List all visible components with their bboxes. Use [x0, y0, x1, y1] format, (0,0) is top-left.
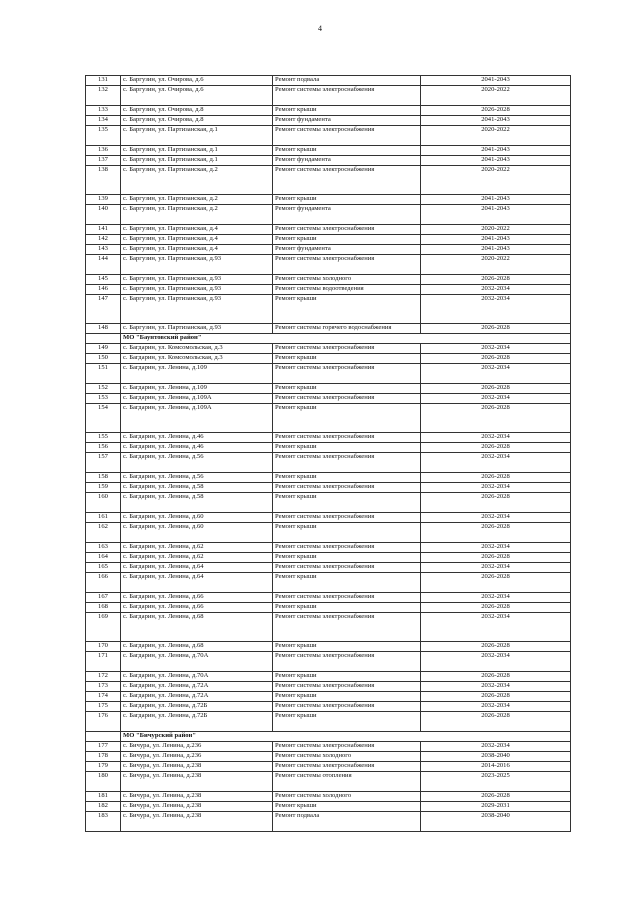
- row-number-cell: 153: [86, 394, 121, 404]
- section-spacer-cell: [86, 732, 121, 742]
- row-number-cell: 138: [86, 166, 121, 195]
- work-type-cell: Ремонт системы электроснабжения: [273, 543, 421, 553]
- address-cell: с. Багдарин, ул. Ленина, д.109: [121, 384, 273, 394]
- row-number-cell: 155: [86, 433, 121, 443]
- row-number-cell: 157: [86, 453, 121, 473]
- address-cell: с. Багдарин, ул. Ленина, д.64: [121, 573, 273, 593]
- address-cell: с. Багдарин, ул. Ленина, д.72Б: [121, 712, 273, 732]
- work-type-cell: Ремонт системы электроснабжения: [273, 563, 421, 573]
- row-number-cell: 172: [86, 672, 121, 682]
- address-cell: с. Багдарин, ул. Ленина, д.46: [121, 443, 273, 453]
- work-type-cell: Ремонт крыши: [273, 384, 421, 394]
- term-cell: 2026-2028: [421, 712, 571, 732]
- term-cell: 2032-2034: [421, 394, 571, 404]
- address-cell: с. Багдарин, ул. Ленина, д.72Б: [121, 702, 273, 712]
- address-cell: с. Баргузин, ул. Партизанская, д.93: [121, 285, 273, 295]
- term-cell: 2026-2028: [421, 523, 571, 543]
- table-row: [86, 404, 571, 433]
- term-cell: 2020-2022: [421, 126, 571, 146]
- row-number-cell: 137: [86, 156, 121, 166]
- address-cell: с. Багдарин, ул. Ленина, д.109А: [121, 404, 273, 433]
- table-row: [86, 205, 571, 225]
- work-type-cell: Ремонт крыши: [273, 146, 421, 156]
- term-cell: 2026-2028: [421, 553, 571, 563]
- work-type-cell: Ремонт крыши: [273, 106, 421, 116]
- address-cell: с. Бичура, ул. Ленина, д.238: [121, 772, 273, 792]
- address-cell: с. Багдарин, ул. Ленина, д.62: [121, 543, 273, 553]
- address-cell: с. Багдарин, ул. Ленина, д.109: [121, 364, 273, 384]
- address-cell: с. Багдарин, ул. Ленина, д.68: [121, 642, 273, 652]
- row-number-cell: 151: [86, 364, 121, 384]
- work-type-cell: Ремонт системы электроснабжения: [273, 762, 421, 772]
- row-number-cell: 166: [86, 573, 121, 593]
- address-cell: с. Баргузин, ул. Партизанская, д.93: [121, 255, 273, 275]
- work-type-cell: Ремонт крыши: [273, 802, 421, 812]
- address-cell: с. Багдарин, ул. Комсомольская, д.3: [121, 344, 273, 354]
- address-cell: с. Багдарин, ул. Ленина, д.66: [121, 603, 273, 613]
- row-number-cell: 168: [86, 603, 121, 613]
- row-number-cell: 176: [86, 712, 121, 732]
- row-number-cell: 149: [86, 344, 121, 354]
- table-row: [86, 86, 571, 106]
- work-type-cell: Ремонт системы холодного: [273, 275, 421, 285]
- work-type-cell: Ремонт крыши: [273, 523, 421, 543]
- row-number-cell: 132: [86, 86, 121, 106]
- work-type-cell: Ремонт крыши: [273, 354, 421, 364]
- work-type-cell: Ремонт крыши: [273, 692, 421, 702]
- table-row: [86, 433, 571, 443]
- address-cell: с. Багдарин, ул. Ленина, д.56: [121, 453, 273, 473]
- term-cell: 2032-2034: [421, 433, 571, 443]
- address-cell: с. Багдарин, ул. Ленина, д.56: [121, 473, 273, 483]
- address-cell: с. Бичура, ул. Ленина, д.236: [121, 752, 273, 762]
- work-type-cell: Ремонт системы электроснабжения: [273, 126, 421, 146]
- table-row: [86, 772, 571, 792]
- work-type-cell: Ремонт крыши: [273, 235, 421, 245]
- address-cell: с. Баргузин, ул. Партизанская, д.1: [121, 146, 273, 156]
- term-cell: 2032-2034: [421, 652, 571, 672]
- address-cell: с. Баргузин, ул. Партизанская, д.1: [121, 156, 273, 166]
- table-row: [86, 712, 571, 732]
- term-cell: 2026-2028: [421, 354, 571, 364]
- address-cell: с. Баргузин, ул. Партизанская, д.93: [121, 324, 273, 334]
- table-row: [86, 672, 571, 682]
- table-row: [86, 593, 571, 603]
- table-row: [86, 275, 571, 285]
- table-row: [86, 762, 571, 772]
- address-cell: с. Багдарин, ул. Ленина, д.70А: [121, 652, 273, 672]
- row-number-cell: 140: [86, 205, 121, 225]
- term-cell: 2032-2034: [421, 453, 571, 473]
- table-row: [86, 225, 571, 235]
- work-type-cell: Ремонт крыши: [273, 573, 421, 593]
- work-type-cell: Ремонт системы электроснабжения: [273, 86, 421, 106]
- table-row: [86, 563, 571, 573]
- term-cell: 2032-2034: [421, 483, 571, 493]
- term-cell: 2026-2028: [421, 324, 571, 334]
- address-cell: с. Бичура, ул. Ленина, д.238: [121, 792, 273, 802]
- term-cell: 2026-2028: [421, 275, 571, 285]
- address-cell: с. Баргузин, ул. Партизанская, д.4: [121, 235, 273, 245]
- row-number-cell: 143: [86, 245, 121, 255]
- term-cell: 2041-2043: [421, 156, 571, 166]
- table-row: [86, 493, 571, 513]
- row-number-cell: 147: [86, 295, 121, 324]
- work-type-cell: Ремонт системы электроснабжения: [273, 394, 421, 404]
- term-cell: 2020-2022: [421, 255, 571, 275]
- row-number-cell: 146: [86, 285, 121, 295]
- work-type-cell: Ремонт фундамента: [273, 156, 421, 166]
- term-cell: 2026-2028: [421, 573, 571, 593]
- table-row: [86, 553, 571, 563]
- term-cell: 2041-2043: [421, 116, 571, 126]
- row-number-cell: 178: [86, 752, 121, 762]
- section-title: МО "Баунтовский район": [121, 334, 571, 344]
- term-cell: 2041-2043: [421, 195, 571, 205]
- address-cell: с. Багдарин, ул. Ленина, д.60: [121, 513, 273, 523]
- row-number-cell: 162: [86, 523, 121, 543]
- table-row: [86, 295, 571, 324]
- address-cell: с. Бичура, ул. Ленина, д.238: [121, 812, 273, 832]
- work-type-cell: Ремонт системы электроснабжения: [273, 742, 421, 752]
- address-cell: с. Баргузин, ул. Очирова, д.8: [121, 106, 273, 116]
- work-type-cell: Ремонт системы холодного: [273, 792, 421, 802]
- table-row: [86, 742, 571, 752]
- row-number-cell: 171: [86, 652, 121, 672]
- row-number-cell: 177: [86, 742, 121, 752]
- term-cell: 2032-2034: [421, 593, 571, 603]
- row-number-cell: 154: [86, 404, 121, 433]
- row-number-cell: 164: [86, 553, 121, 563]
- section-header-row: [86, 334, 571, 344]
- term-cell: 2023-2025: [421, 772, 571, 792]
- work-type-cell: Ремонт крыши: [273, 473, 421, 483]
- work-type-cell: Ремонт системы электроснабжения: [273, 483, 421, 493]
- term-cell: 2032-2034: [421, 682, 571, 692]
- work-type-cell: Ремонт крыши: [273, 404, 421, 433]
- table-row: [86, 384, 571, 394]
- work-type-cell: Ремонт крыши: [273, 195, 421, 205]
- work-type-cell: Ремонт крыши: [273, 443, 421, 453]
- table-row: [86, 543, 571, 553]
- table-row: [86, 126, 571, 146]
- row-number-cell: 152: [86, 384, 121, 394]
- term-cell: 2041-2043: [421, 245, 571, 255]
- work-type-cell: Ремонт системы водоотведения: [273, 285, 421, 295]
- row-number-cell: 173: [86, 682, 121, 692]
- table-row: [86, 652, 571, 672]
- address-cell: с. Бичура, ул. Ленина, д.236: [121, 742, 273, 752]
- work-type-cell: Ремонт системы электроснабжения: [273, 364, 421, 384]
- address-cell: с. Баргузин, ул. Партизанская, д.1: [121, 126, 273, 146]
- table-row: [86, 752, 571, 762]
- row-number-cell: 175: [86, 702, 121, 712]
- work-type-cell: Ремонт системы электроснабжения: [273, 166, 421, 195]
- row-number-cell: 141: [86, 225, 121, 235]
- table-row: [86, 702, 571, 712]
- section-header-row: [86, 732, 571, 742]
- work-type-cell: Ремонт подвала: [273, 76, 421, 86]
- address-cell: с. Багдарин, ул. Ленина, д.46: [121, 433, 273, 443]
- table-row: [86, 573, 571, 593]
- section-spacer-cell: [86, 334, 121, 344]
- term-cell: 2026-2028: [421, 384, 571, 394]
- row-number-cell: 181: [86, 792, 121, 802]
- table-row: [86, 76, 571, 86]
- work-type-cell: Ремонт системы электроснабжения: [273, 513, 421, 523]
- row-number-cell: 133: [86, 106, 121, 116]
- row-number-cell: 169: [86, 613, 121, 642]
- term-cell: 2041-2043: [421, 205, 571, 225]
- work-type-cell: Ремонт подвала: [273, 812, 421, 832]
- term-cell: 2026-2028: [421, 792, 571, 802]
- table-row: [86, 285, 571, 295]
- address-cell: с. Багдарин, ул. Ленина, д.58: [121, 493, 273, 513]
- work-type-cell: Ремонт крыши: [273, 603, 421, 613]
- row-number-cell: 165: [86, 563, 121, 573]
- term-cell: 2026-2028: [421, 672, 571, 682]
- address-cell: с. Баргузин, ул. Партизанская, д.2: [121, 195, 273, 205]
- work-type-cell: Ремонт системы горячего водоснабжения: [273, 324, 421, 334]
- term-cell: 2032-2034: [421, 285, 571, 295]
- table-row: [86, 394, 571, 404]
- table-row: [86, 156, 571, 166]
- row-number-cell: 142: [86, 235, 121, 245]
- term-cell: 2026-2028: [421, 404, 571, 433]
- term-cell: 2014-2016: [421, 762, 571, 772]
- work-type-cell: Ремонт системы электроснабжения: [273, 453, 421, 473]
- table-row: [86, 682, 571, 692]
- work-type-cell: Ремонт системы электроснабжения: [273, 682, 421, 692]
- term-cell: 2032-2034: [421, 513, 571, 523]
- table-row: [86, 473, 571, 483]
- row-number-cell: 156: [86, 443, 121, 453]
- address-cell: с. Баргузин, ул. Партизанская, д.4: [121, 225, 273, 235]
- term-cell: 2029-2031: [421, 802, 571, 812]
- table-row: [86, 146, 571, 156]
- term-cell: 2041-2043: [421, 76, 571, 86]
- work-type-cell: Ремонт системы электроснабжения: [273, 613, 421, 642]
- work-type-cell: Ремонт системы электроснабжения: [273, 702, 421, 712]
- row-number-cell: 167: [86, 593, 121, 603]
- row-number-cell: 180: [86, 772, 121, 792]
- term-cell: 2020-2022: [421, 166, 571, 195]
- row-number-cell: 148: [86, 324, 121, 334]
- work-type-cell: Ремонт системы электроснабжения: [273, 652, 421, 672]
- address-cell: с. Баргузин, ул. Очирова, д.6: [121, 86, 273, 106]
- section-title: МО "Бичурский район": [121, 732, 571, 742]
- term-cell: 2032-2034: [421, 344, 571, 354]
- work-type-cell: Ремонт системы электроснабжения: [273, 433, 421, 443]
- table-row: [86, 255, 571, 275]
- table-row: [86, 166, 571, 195]
- row-number-cell: 158: [86, 473, 121, 483]
- address-cell: с. Багдарин, ул. Ленина, д.60: [121, 523, 273, 543]
- row-number-cell: 174: [86, 692, 121, 702]
- term-cell: 2038-2040: [421, 752, 571, 762]
- address-cell: с. Багдарин, ул. Ленина, д.62: [121, 553, 273, 563]
- term-cell: 2026-2028: [421, 603, 571, 613]
- work-type-cell: Ремонт системы электроснабжения: [273, 255, 421, 275]
- row-number-cell: 131: [86, 76, 121, 86]
- address-cell: с. Багдарин, ул. Ленина, д.64: [121, 563, 273, 573]
- work-type-cell: Ремонт крыши: [273, 295, 421, 324]
- table-row: [86, 483, 571, 493]
- row-number-cell: 159: [86, 483, 121, 493]
- row-number-cell: 160: [86, 493, 121, 513]
- work-type-cell: Ремонт фундамента: [273, 245, 421, 255]
- address-cell: с. Багдарин, ул. Ленина, д.72А: [121, 682, 273, 692]
- row-number-cell: 139: [86, 195, 121, 205]
- work-type-cell: Ремонт системы холодного: [273, 752, 421, 762]
- address-cell: с. Баргузин, ул. Партизанская, д.93: [121, 295, 273, 324]
- row-number-cell: 144: [86, 255, 121, 275]
- address-cell: с. Бичура, ул. Ленина, д.238: [121, 762, 273, 772]
- work-type-cell: Ремонт системы электроснабжения: [273, 344, 421, 354]
- term-cell: 2041-2043: [421, 235, 571, 245]
- work-type-cell: Ремонт фундамента: [273, 116, 421, 126]
- table-row: [86, 642, 571, 652]
- table-row: [86, 235, 571, 245]
- work-type-cell: Ремонт крыши: [273, 712, 421, 732]
- address-cell: с. Баргузин, ул. Очирова, д.6: [121, 76, 273, 86]
- term-cell: 2032-2034: [421, 563, 571, 573]
- work-type-cell: Ремонт крыши: [273, 642, 421, 652]
- term-cell: 2032-2034: [421, 613, 571, 642]
- table-row: [86, 116, 571, 126]
- table-row: [86, 523, 571, 543]
- work-type-cell: Ремонт крыши: [273, 493, 421, 513]
- address-cell: с. Баргузин, ул. Партизанская, д.93: [121, 275, 273, 285]
- address-cell: с. Багдарин, ул. Ленина, д.109А: [121, 394, 273, 404]
- address-cell: с. Баргузин, ул. Партизанская, д.2: [121, 166, 273, 195]
- table-row: [86, 812, 571, 832]
- row-number-cell: 170: [86, 642, 121, 652]
- row-number-cell: 136: [86, 146, 121, 156]
- row-number-cell: 183: [86, 812, 121, 832]
- row-number-cell: 134: [86, 116, 121, 126]
- term-cell: 2041-2043: [421, 146, 571, 156]
- table-row: [86, 453, 571, 473]
- table-row: [86, 364, 571, 384]
- table-row: [86, 106, 571, 116]
- address-cell: с. Баргузин, ул. Очирова, д.8: [121, 116, 273, 126]
- row-number-cell: 150: [86, 354, 121, 364]
- term-cell: 2026-2028: [421, 493, 571, 513]
- term-cell: 2032-2034: [421, 543, 571, 553]
- term-cell: 2032-2034: [421, 364, 571, 384]
- row-number-cell: 163: [86, 543, 121, 553]
- work-type-cell: Ремонт крыши: [273, 672, 421, 682]
- table-row: [86, 354, 571, 364]
- table-row: [86, 324, 571, 334]
- term-cell: 2026-2028: [421, 692, 571, 702]
- row-number-cell: 161: [86, 513, 121, 523]
- table-row: [86, 692, 571, 702]
- term-cell: 2020-2022: [421, 225, 571, 235]
- term-cell: 2032-2034: [421, 742, 571, 752]
- address-cell: с. Багдарин, ул. Комсомольская, д.3: [121, 354, 273, 364]
- work-type-cell: Ремонт фундамента: [273, 205, 421, 225]
- work-type-cell: Ремонт системы электроснабжения: [273, 225, 421, 235]
- address-cell: с. Багдарин, ул. Ленина, д.58: [121, 483, 273, 493]
- address-cell: с. Баргузин, ул. Партизанская, д.2: [121, 205, 273, 225]
- term-cell: 2032-2034: [421, 702, 571, 712]
- term-cell: 2026-2028: [421, 473, 571, 483]
- address-cell: с. Багдарин, ул. Ленина, д.68: [121, 613, 273, 642]
- table-row: [86, 344, 571, 354]
- table-row: [86, 802, 571, 812]
- table-row: [86, 603, 571, 613]
- table-row: [86, 613, 571, 642]
- term-cell: 2026-2028: [421, 106, 571, 116]
- row-number-cell: 179: [86, 762, 121, 772]
- table-row: [86, 443, 571, 453]
- table-row: [86, 245, 571, 255]
- repair-schedule-table: [85, 75, 571, 832]
- work-type-cell: Ремонт крыши: [273, 553, 421, 563]
- address-cell: с. Багдарин, ул. Ленина, д.72А: [121, 692, 273, 702]
- term-cell: 2020-2022: [421, 86, 571, 106]
- address-cell: с. Багдарин, ул. Ленина, д.70А: [121, 672, 273, 682]
- table-row: [86, 513, 571, 523]
- work-type-cell: Ремонт системы электроснабжения: [273, 593, 421, 603]
- row-number-cell: 135: [86, 126, 121, 146]
- address-cell: с. Баргузин, ул. Партизанская, д.4: [121, 245, 273, 255]
- term-cell: 2038-2040: [421, 812, 571, 832]
- work-type-cell: Ремонт системы отопления: [273, 772, 421, 792]
- table-row: [86, 792, 571, 802]
- term-cell: 2026-2028: [421, 642, 571, 652]
- table-row: [86, 195, 571, 205]
- address-cell: с. Бичура, ул. Ленина, д.238: [121, 802, 273, 812]
- term-cell: 2026-2028: [421, 443, 571, 453]
- row-number-cell: 182: [86, 802, 121, 812]
- table-body: [86, 76, 571, 832]
- row-number-cell: 145: [86, 275, 121, 285]
- address-cell: с. Багдарин, ул. Ленина, д.66: [121, 593, 273, 603]
- term-cell: 2032-2034: [421, 295, 571, 324]
- page-number: 4: [318, 24, 322, 33]
